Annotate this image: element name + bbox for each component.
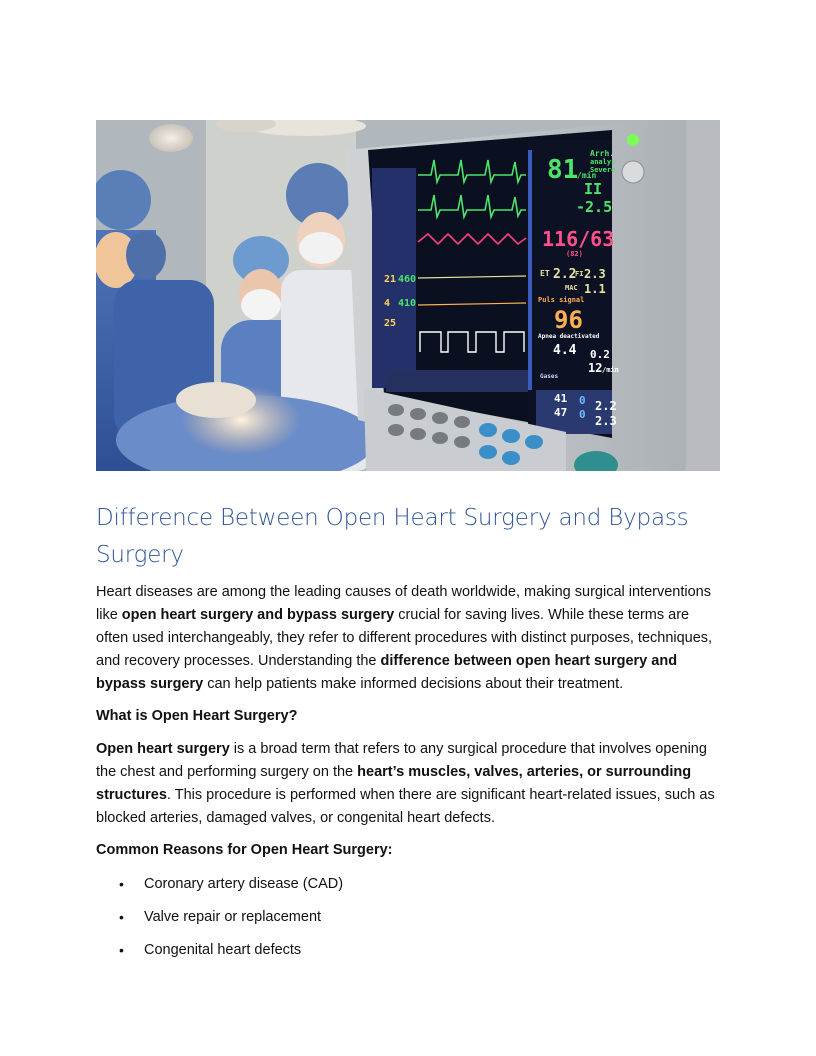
arrh-label: Arrh.	[590, 149, 615, 158]
left-val-1: 21	[384, 274, 397, 285]
hr-value: 81	[547, 155, 579, 185]
fi-label: FI	[575, 270, 584, 278]
left-val-5: 25	[384, 318, 397, 329]
st-value: -2.5	[576, 198, 613, 216]
lead-label: II	[584, 180, 603, 198]
definition-bold-1: Open heart surgery	[96, 741, 230, 757]
article-title: Difference Between Open Heart Surgery and Bypass Surgery	[96, 505, 689, 568]
left-val-2: 460	[398, 274, 417, 285]
co2-fi-value: 0.2	[590, 348, 610, 361]
intro-bold-2: difference between open heart surgery and bypass surgery	[96, 653, 678, 692]
hero-photo	[96, 120, 720, 471]
list-item	[96, 873, 343, 906]
gas-label: Gases	[540, 373, 559, 380]
hr-unit: /min	[577, 171, 597, 180]
reasons-list	[96, 873, 343, 972]
mac-value: 1.1	[584, 282, 606, 296]
mac-label: MAC	[565, 284, 578, 292]
gas-row2-c: 2.3	[595, 414, 617, 428]
bullet-icon: •	[119, 909, 124, 925]
arrh-sub1: analys	[590, 158, 616, 166]
bp-sub: (82)	[566, 250, 583, 258]
co2-et-value: 4.4	[553, 343, 577, 358]
rr-value: 12	[588, 361, 603, 375]
bullet-icon: •	[119, 876, 124, 892]
gas-row1-b: 0	[579, 394, 586, 407]
bp-value: 116/63	[542, 227, 615, 251]
list-item	[96, 939, 343, 972]
list-item-label: Valve repair or replacement	[144, 909, 322, 925]
bullet-icon: •	[119, 942, 124, 958]
left-val-4: 410	[398, 298, 417, 309]
intro-paragraph	[96, 581, 724, 696]
gas-row1-a: 41	[554, 392, 568, 405]
pleth-label: Puls signal	[538, 296, 585, 304]
intro-bold-1: open heart surgery and bypass surgery	[121, 607, 395, 623]
left-val-3: 4	[384, 298, 391, 309]
gas-row2-b: 0	[579, 408, 586, 421]
definition-text-1: is a broad term that refers to any surgical procedure that involves opening the chest and performing surgery on the	[96, 741, 707, 780]
et-label: ET	[540, 269, 550, 278]
definition-text-2: . This procedure is performed when there are significant heart-related issues, such as blocked arteries, damaged valves, or congenital heart defects.	[96, 787, 715, 826]
hero-image-operating-room-monitor	[96, 120, 720, 471]
definition-paragraph	[96, 738, 724, 830]
pleth-value: 96	[554, 306, 583, 334]
definition-bold-2: heart’s muscles, valves, arteries, or surrounding structures	[96, 764, 692, 803]
reasons-heading: Common Reasons for Open Heart Surgery:	[96, 842, 393, 858]
section-heading-open-heart: What is Open Heart Surgery?	[96, 708, 298, 724]
list-item	[96, 906, 343, 939]
list-item-label: Congenital heart defects	[144, 942, 302, 958]
et-value: 2.2	[553, 267, 577, 282]
intro-text-2: crucial for saving lives. While these terms are often used interchangeably, they refer to different procedures with distinct purposes, techniques, and recovery processes. Understanding the	[96, 607, 713, 669]
intro-text-1: Heart diseases are among the leading causes of death worldwide, making surgical interventions like	[96, 584, 711, 623]
gas-row1-c: 2.2	[595, 399, 617, 413]
apnea-label: Apnea deactivated	[538, 333, 600, 340]
gas-row2-a: 47	[554, 406, 568, 419]
intro-text-3: can help patients make informed decisions about their treatment.	[203, 676, 624, 692]
arrh-sub2: Severe	[590, 166, 616, 174]
fi-value: 2.3	[584, 267, 606, 281]
rr-unit: /min	[602, 366, 619, 374]
list-item-label: Coronary artery disease (CAD)	[144, 876, 344, 892]
